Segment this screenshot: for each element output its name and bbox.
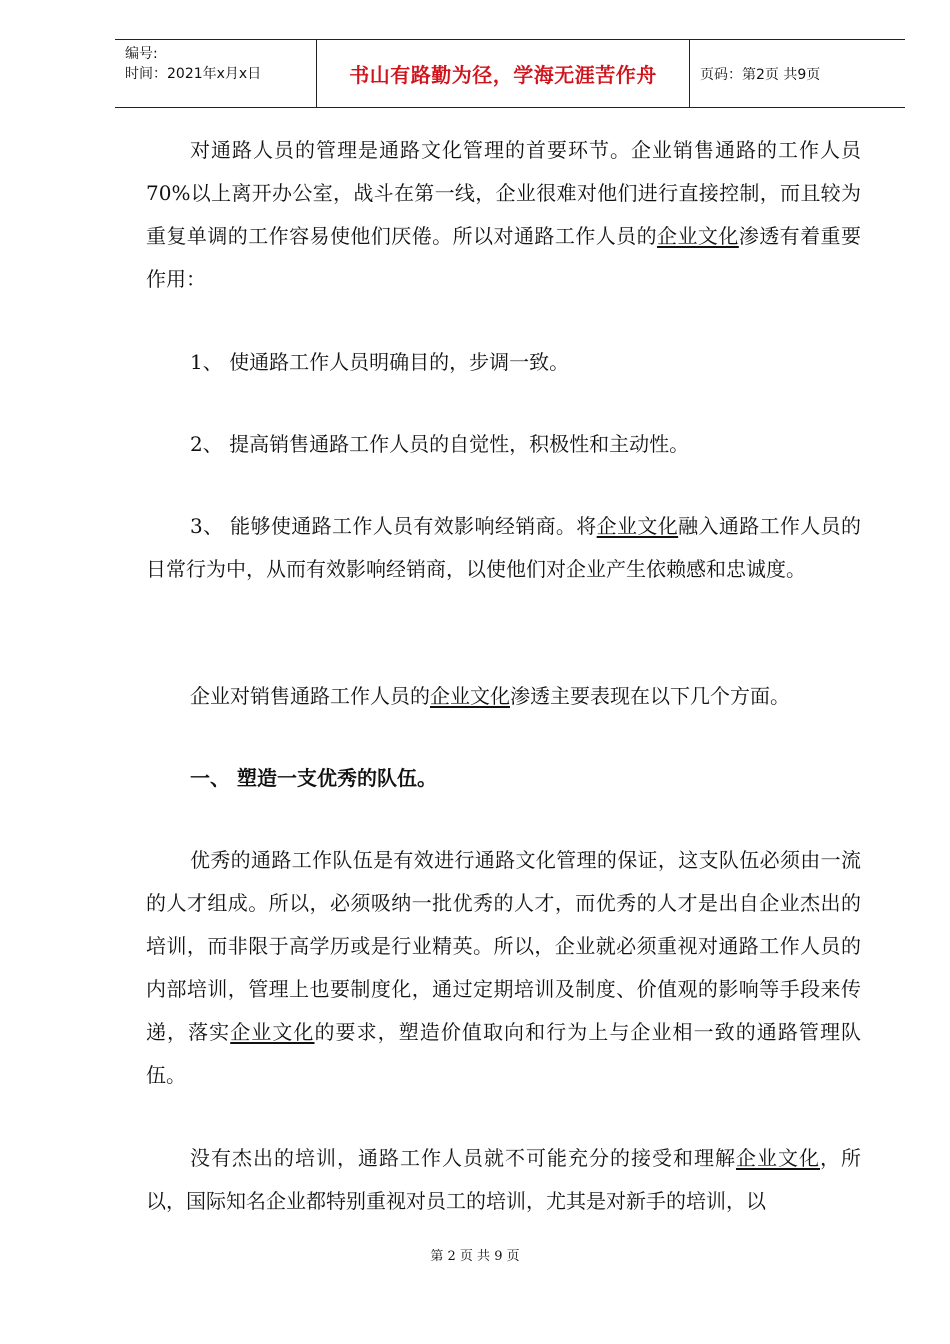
list-item-text: 1、 使通路工作人员明确目的，步调一致。 — [190, 350, 570, 374]
paragraph-text: 对通路人员的管理是通路文化管理的首要环节。企业销售通路的工作人员70%以上离开办公室，战斗在第一线，企业很难对他们进行直接控制，而且较为重复单调的工作容易使他们厌倦。所以对通路工作人员的 — [146, 138, 861, 248]
list-item-text: 2、 提高销售通路工作人员的自觉性，积极性和主动性。 — [190, 432, 690, 456]
date-label: 时间：2021年x月x日 — [125, 66, 262, 82]
paragraph-text: 的要求，塑造价值取向和行为上与企业相一致的通路管理队伍。 — [146, 1020, 862, 1087]
link-corporate-culture[interactable]: 企业文化 — [736, 1146, 820, 1170]
page-footer: 第 2 页 共 9 页 — [430, 1249, 520, 1264]
list-item-1 — [146, 341, 861, 384]
link-corporate-culture[interactable]: 企业文化 — [596, 514, 679, 538]
header-motto: 书山有路勤为径，学海无涯苦作舟 — [349, 63, 657, 87]
paragraph-team — [146, 839, 861, 1097]
paragraph-text: 没有杰出的培训，通路工作人员就不可能充分的接受和理解 — [190, 1146, 736, 1170]
paragraph-text: 渗透主要表现在以下几个方面。 — [510, 684, 790, 708]
paragraph-summary — [146, 675, 861, 718]
list-item-text: 3、 能够使通路工作人员有效影响经销商。将 — [190, 514, 597, 538]
paragraph-intro — [146, 129, 861, 301]
paragraph-training — [146, 1137, 861, 1223]
link-corporate-culture[interactable]: 企业文化 — [230, 1020, 315, 1044]
header-motto-cell — [317, 40, 690, 107]
paragraph-text: 渗透有着重要作用： — [146, 224, 862, 291]
section-heading-text: 一、 塑造一支优秀的队伍。 — [190, 766, 437, 790]
paragraph-text: ，所以，国际知名企业都特别重视对员工的培训，尤其是对新手的培训，以 — [146, 1146, 861, 1213]
serial-number-label: 编号: — [125, 46, 158, 62]
document-header — [115, 39, 905, 108]
link-corporate-culture[interactable]: 企业文化 — [657, 224, 739, 248]
list-item-2 — [146, 423, 861, 466]
section-heading-1 — [146, 757, 861, 800]
paragraph-text: 优秀的通路工作队伍是有效进行通路文化管理的保证，这支队伍必须由一流的人才组成。所以，必须吸纳一批优秀的人才，而优秀的人才是出自企业杰出的培训，而非限于高学历或是行业精英。所以，企业就必须重视对通路工作人员的内部培训，管理上也要制度化，通过定期培训及制度、价值观的影响等手段来传递，落实 — [146, 848, 861, 1044]
list-item-text: 融入通路工作人员的日常行为中，从而有效影响经销商，以使他们对企业产生依赖感和忠诚度。 — [146, 514, 862, 581]
list-item-3 — [146, 505, 861, 591]
header-page-number: 页码：第2页 共9页 — [700, 66, 821, 83]
paragraph-text: 企业对销售通路工作人员的 — [190, 684, 430, 708]
link-corporate-culture[interactable]: 企业文化 — [430, 684, 510, 708]
header-page-cell — [690, 40, 905, 107]
header-meta-cell — [115, 40, 317, 107]
